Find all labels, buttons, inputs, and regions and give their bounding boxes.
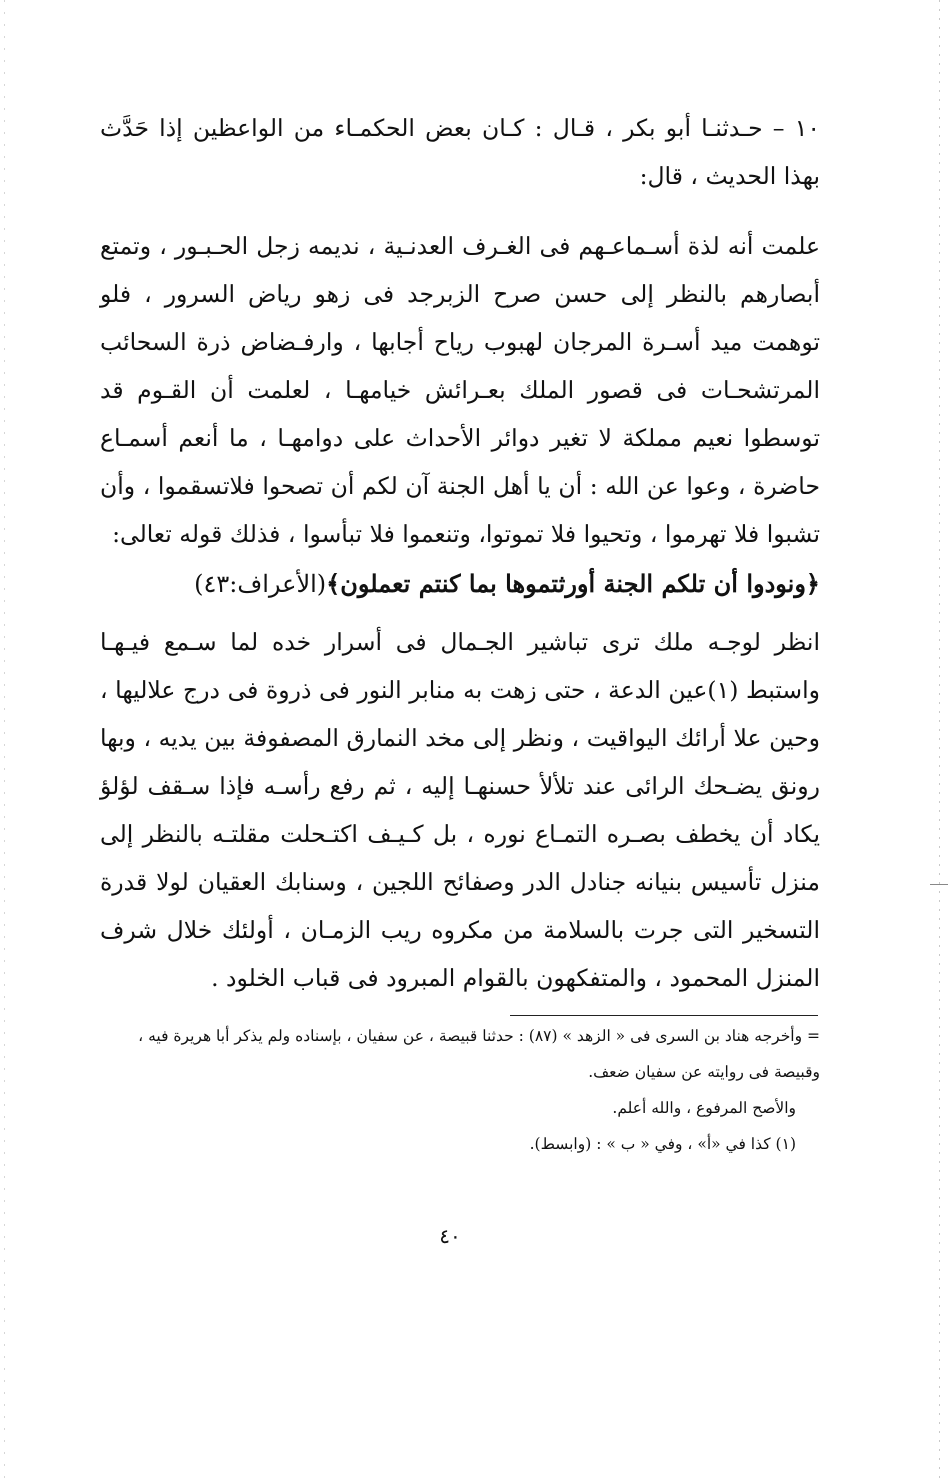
footnote-1: (١) كذا في «أ» ، وفي « ب » : (وابسط).	[529, 1135, 796, 1153]
quran-reference: (الأعراف:٤٣)	[194, 570, 327, 598]
footnote-conclusion: والأصح المرفوع ، والله أعلم.	[612, 1099, 796, 1117]
footnotes	[100, 1018, 820, 1162]
margin-tick-mark	[930, 884, 948, 885]
closing-paragraph: انظر لوجـه ملك ترى تباشير الجـمال فى أسرار خده لما سـمع فيـهـا واستبط (١)عين الدعة ، حتى زهت به منابر النور فى ذروة فى درج علاليها ، وحين علا أرائك اليواقيت ، ونظر إلى مخد النمارق المصفوفة بين يديه ، وبها رونق يضـحك الرائى عند تلألأ حسنهـا إليه ، ثم رفع رأسـه فإذا سـقف لؤلؤ يكاد أن يخطف بصـره التمـاع نوره ، بل كـيـف اكتـحلت مقلتـه بالنظر إلى منزل تأسيس بنيانه جنادل الدر وصفائح اللجين ، وسنابك العقيان لولا قدرة التسخير التى جرت بالسلامة من مكروه ريب الزمـان ، أولئك خلال شرف المنزل المحمود ، والمتفكهون بالقوام المبرود فى قباب الخلود .	[100, 628, 820, 992]
body-paragraph: علمت أنه لذة أسـماعـهم فى الغـرف العدنـية ، نديمه زجل الحـبـور ، وتمتع أبصارهم بالنظر إلى حسن صرح الزبرجد فى زهو رياض السرور ، فلو توهمت ميد أسـرة المرجان لهبوب رياح أجابها ، وارفـضاض ذرة السحائب المرتشحـات فى قصور الملك بعـرائش خيامهـا ، لعلمت أن القـوم قد توسطوا نعيم مملكة لا تغير دوائر الأحداث على دوامهـا ، ما أنعم أسمـاع حاضرة ، وعوا عن الله : أن يا أهل الجنة آن لكم أن تصحوا فلاتسقموا ، وأن تشبوا فلا تهرموا ، وتحيوا فلا تموتوا، وتنعموا فلا تبأسوا ، فذلك قوله تعالى:	[100, 232, 820, 548]
scan-edge-right	[939, 0, 940, 1481]
scan-edge-left	[4, 0, 5, 1481]
footnote-separator	[510, 1015, 818, 1016]
footnote-continuation: = وأخرجه هناد بن السرى فى « الزهد » (٨٧) : حدثنا قبيصة ، عن سفيان ، بإسناده ولم يذكر أبا هريرة فيه ، وقبيصة فى روايته عن سفيان ضعف.	[138, 1027, 820, 1081]
quran-verse-line	[100, 560, 820, 608]
quran-verse: ﴿ونودوا أن تلكم الجنة أورثتموها بما كنتم تعملون﴾	[326, 569, 820, 598]
main-text	[100, 104, 820, 1002]
page-number: ٤٠	[439, 1224, 461, 1248]
hadith-intro-paragraph: ١٠ – حـدثنـا أبو بكر ، قـال : كـان بعض الحكمـاء من الواعظين إذا حَدَّث بهذا الحديث ، قال:	[100, 114, 820, 190]
